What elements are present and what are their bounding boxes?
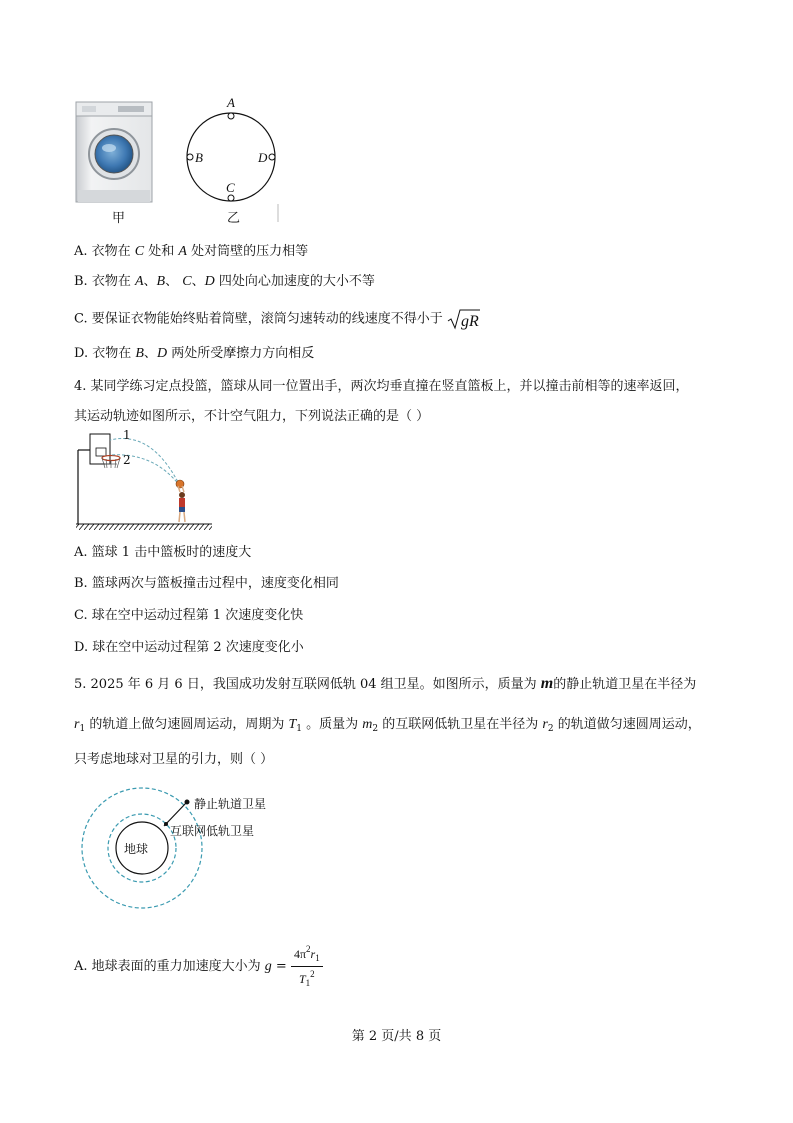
- q3-option-a: A. 衣物在 C 处和 A 处对筒壁的压力相等: [74, 244, 309, 259]
- q5-option-a: A. 地球表面的重力加速度大小为 g = $\frac{4\pi^2r_1}{T_1^2}$: [74, 942, 323, 991]
- label-a: A: [227, 95, 235, 110]
- q3-option-d: D. 衣物在 B、D 两处所受摩擦力方向相反: [74, 346, 315, 361]
- path-1-label: 1: [123, 428, 131, 442]
- q4-option-d: D. 球在空中运动过程第 2 次速度变化小: [74, 640, 304, 655]
- label-b: B: [195, 150, 203, 165]
- q4-option-c: C. 球在空中运动过程第 1 次速度变化快: [74, 608, 304, 623]
- caption-yi: 乙: [227, 211, 241, 226]
- point-d: [269, 154, 275, 160]
- q4-stem-line1: 4. 某同学练习定点投篮，篮球从同一位置出手，两次均垂直撞在竖直篮板上，并以撞击前相等的速率返回，: [74, 379, 689, 394]
- label-d: D: [258, 150, 268, 165]
- svg-text:gR: gR: [460, 313, 479, 330]
- fraction-g: $\frac{4\pi^2r_1}{T_1^2}$: [291, 942, 323, 991]
- sqrt-gr: [447, 308, 481, 330]
- basketball-diagram: [74, 428, 214, 536]
- label-c: C: [226, 180, 235, 195]
- q4-option-b: B. 篮球两次与篮板撞击过程中，速度变化相同: [74, 576, 339, 591]
- washing-machine-image: [74, 100, 154, 204]
- q5-stem-line3: 只考虑地球对卫星的引力，则（ ）: [74, 752, 274, 767]
- label-low-satellite: 互联网低轨卫星: [170, 824, 255, 838]
- page-footer: 第 2 页/共 8 页: [351, 1029, 442, 1044]
- low-satellite: [164, 822, 168, 826]
- label-static-satellite: 静止轨道卫星: [194, 797, 267, 811]
- drum-circle-diagram: [176, 94, 286, 224]
- q4-stem-line2: 其运动轨迹如图所示，不计空气阻力，下列说法正确的是（ ）: [74, 409, 430, 424]
- label-earth: 地球: [124, 842, 149, 856]
- static-satellite: [185, 800, 190, 805]
- path-2-label: 2: [123, 453, 131, 467]
- caption-jia: 甲: [112, 211, 126, 226]
- q3-option-c: C. 要保证衣物能始终贴着筒壁，滚筒匀速转动的线速度不得小于 gR: [74, 308, 481, 330]
- q5-stem-line2: $r_1$ 的轨道上做匀速圆周运动，周期为 $T_1$ 。质量为 $m_2$ 的互联网低轨卫星在半径为 $r_2$ 的轨道做匀速圆周运动，: [74, 717, 701, 734]
- point-a: [228, 113, 234, 119]
- q3-option-b: B. 衣物在 A、B、 C、D 四处向心加速度的大小不等: [74, 274, 375, 289]
- q4-option-a: A. 篮球 1 击中篮板时的速度大: [74, 545, 252, 560]
- point-b: [187, 154, 193, 160]
- q5-stem-line1: 5. 2025 年 6 月 6 日，我国成功发射互联网低轨 04 组卫星。如图所示，质量为 m的静止轨道卫星在半径为: [74, 675, 697, 692]
